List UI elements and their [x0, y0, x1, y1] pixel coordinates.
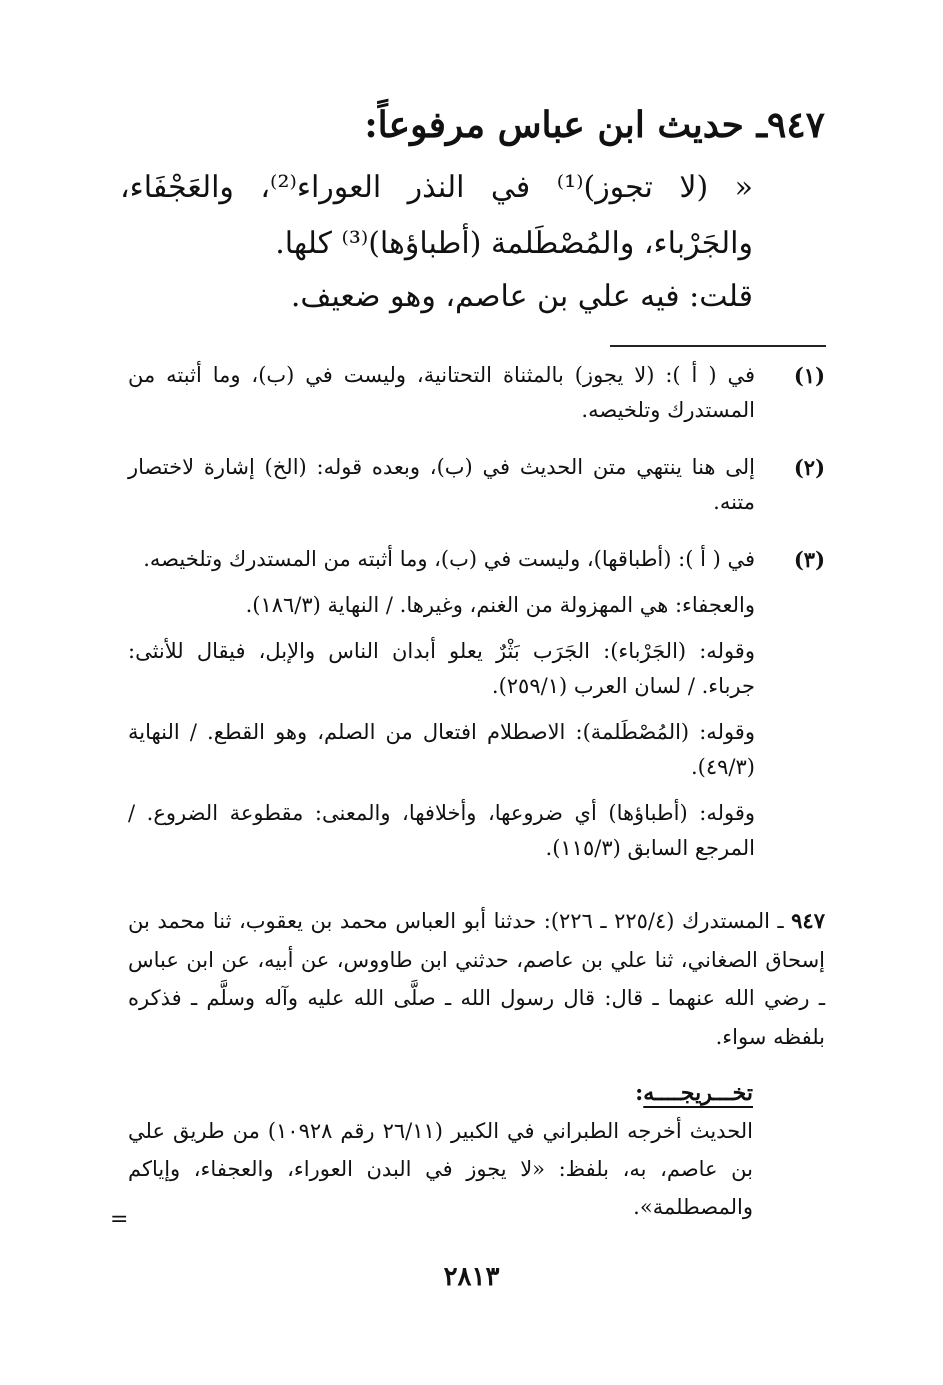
entry-title: حديث ابن عباس مرفوعاً:	[364, 104, 744, 146]
footnote-body	[128, 450, 755, 520]
author-comment: قلت: فيه علي بن عاصم، وهو ضعيف.	[290, 279, 753, 314]
footnote-2	[128, 450, 825, 530]
page-number: ٢٨١٣	[443, 1262, 500, 1292]
footnote-paragraph: والعجفاء: هي المهزولة من الغنم، وغيرها. / النهاية (١٨٦/٣).	[245, 593, 755, 617]
footnote-body	[128, 358, 755, 428]
entry-heading	[364, 100, 825, 150]
source-citation	[128, 902, 825, 1056]
continuation-mark: =	[110, 1207, 129, 1232]
source-number: ٩٤٧	[791, 908, 825, 933]
footnote-paragraph: في ( أ ): (أطباقها)، وليست في (ب)، وما أثبته من المستدرك وتلخيصه.	[143, 547, 755, 571]
footnote-separator	[610, 345, 826, 347]
footnote-1	[128, 358, 825, 438]
footnote-paragraph: وقوله: (المُصْطَلمة): الاصطلام افتعال من الصلم، وهو القطع. / النهاية (٤٩/٣).	[128, 720, 755, 779]
takhrij-colon: :	[635, 1080, 644, 1106]
footnote-number: (٣)	[793, 547, 825, 572]
footnote-number: (١)	[793, 363, 825, 388]
hadith-text: « (لا تجوز)⁽¹⁾ في النذر العوراء⁽²⁾، والعَجْفَاء، والجَرْباء، والمُصْطَلمة (أطباؤها)⁽³⁾ كلها.	[120, 170, 754, 261]
footnote-paragraph: في ( أ ): (لا يجوز) بالمثناة التحتانية، وليست في (ب)، وما أثبته من المستدرك وتلخيصه.	[128, 363, 755, 422]
takhrij-text: الحديث أخرجه الطبراني في الكبير (٢٦/١١ رقم ١٠٩٢٨) من طريق علي بن عاصم، به، بلفظ: «لا يجوز في البدن العوراء، والعجفاء، وإياكم والمصطلمة».	[128, 1119, 753, 1219]
source-text: ـ المستدرك (٢٢٥/٤ ـ ٢٢٦): حدثنا أبو العباس محمد بن يعقوب، ثنا محمد بن إسحاق الصغاني، ثنا علي بن عاصم، حدثني ابن طاووس، عن أبيه، عن ابن عباس ـ رضي الله عنهما ـ قال: قال رسول الله ـ صلَّى الله عليه وآله وسلَّم ـ فذكره بلفظه سواء.	[128, 909, 825, 1049]
footnote-paragraph: وقوله: (أطباؤها) أي ضروعها، وأخلافها، والمعنى: مقطوعة الضروع. / المرجع السابق (١١٥/٣).	[128, 801, 755, 860]
footnote-paragraph: إلى هنا ينتهي متن الحديث في (ب)، وبعده قوله: (الخ) إشارة لاختصار متنه.	[128, 455, 755, 514]
entry-number: ٩٤٧	[766, 104, 825, 146]
entry-dash: ـ	[756, 104, 767, 146]
footnote-3	[128, 542, 825, 892]
footnote-body	[128, 542, 755, 877]
takhrij-heading	[635, 1075, 753, 1111]
footnote-number: (٢)	[793, 455, 825, 480]
takhrij-label: تخـــريجــــه	[643, 1080, 753, 1106]
footnote-paragraph: وقوله: (الجَرْباء): الجَرَب بَثْرٌ يعلو أبدان الناس والإبل، فيقال للأنثى: جرباء. / لسان العرب (٢٥٩/١).	[128, 639, 755, 698]
